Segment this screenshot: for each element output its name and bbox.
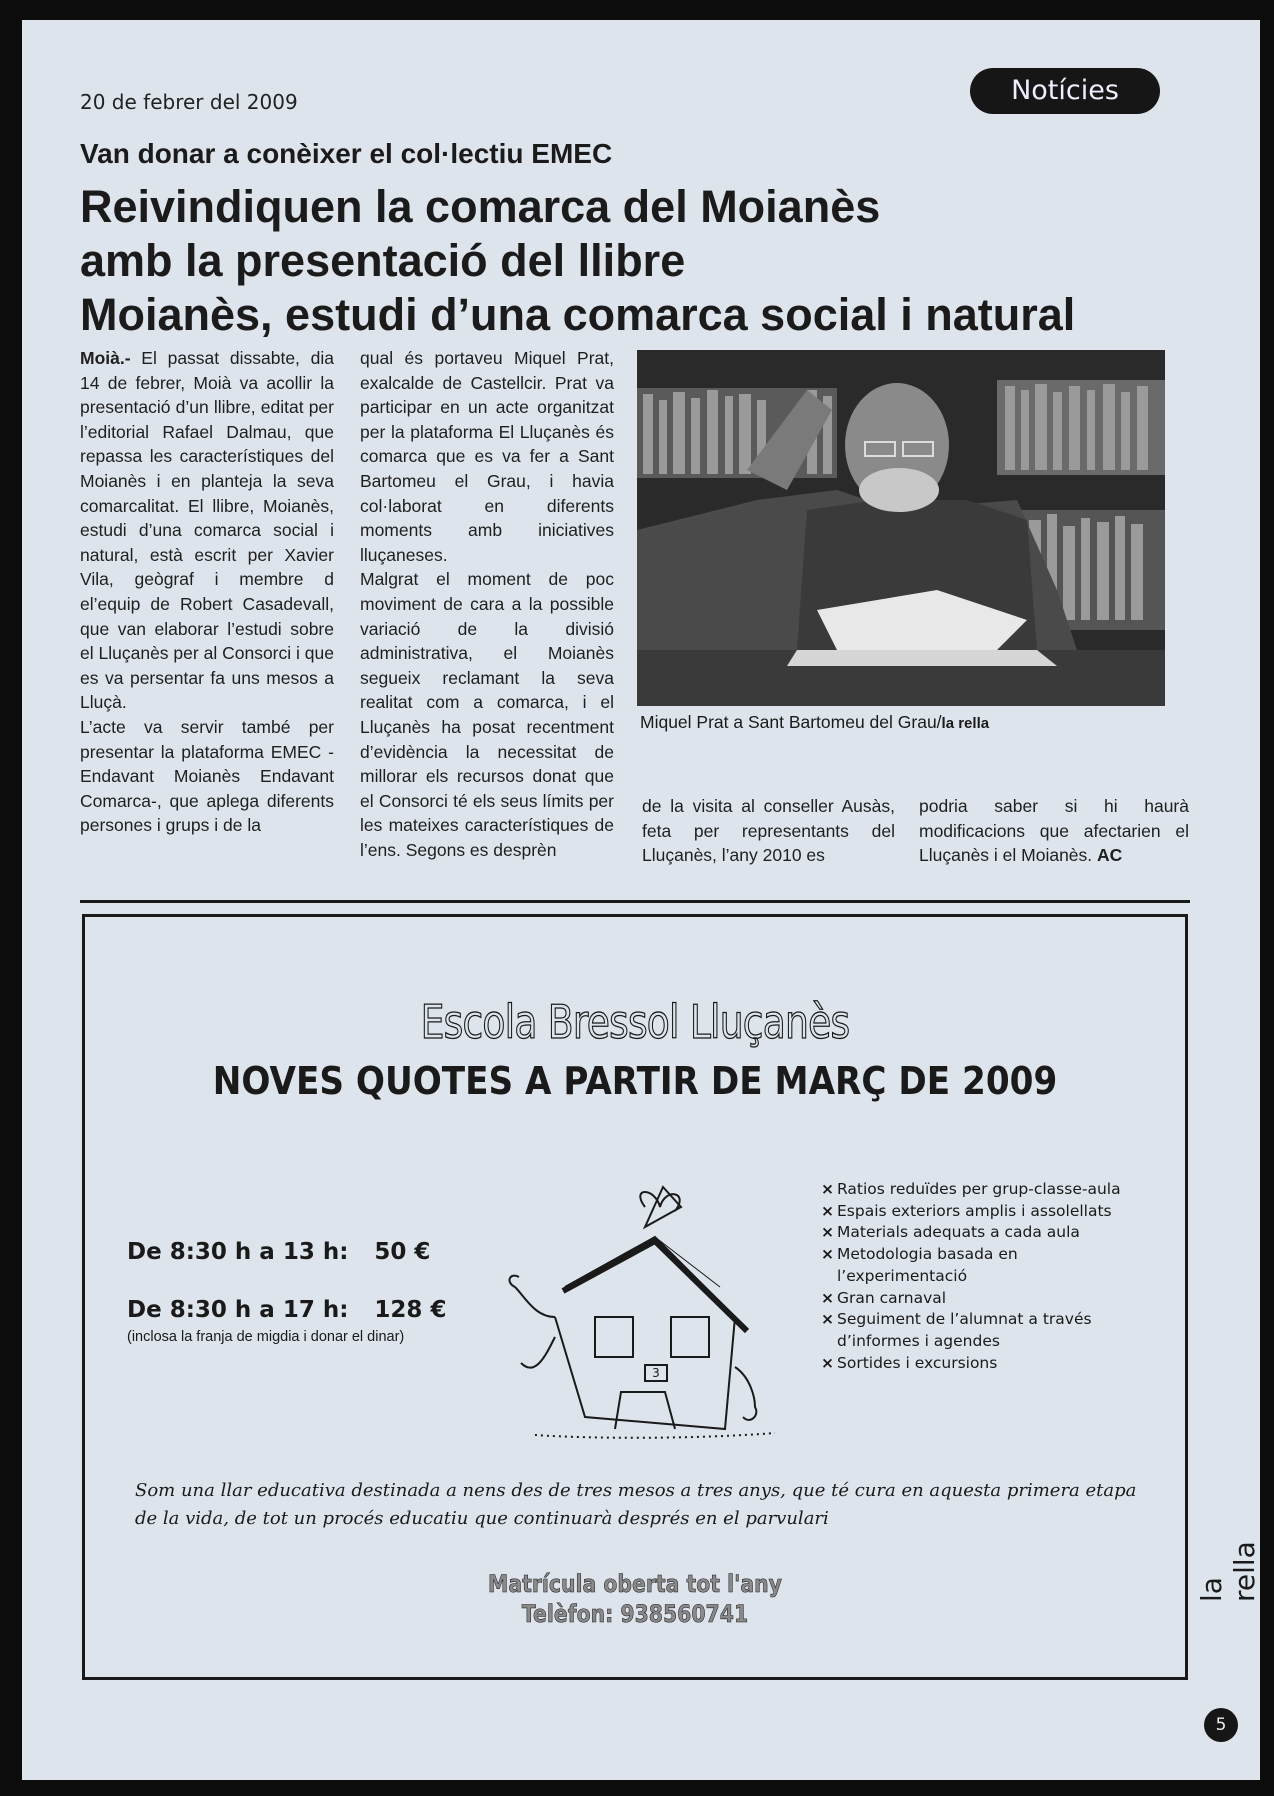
advertisement-box (82, 914, 1188, 1680)
column-1-paragraph-2: L’acte va servir també per presentar la plataforma EMEC -Endavant Moianès Endavant Comarca-, que aplega diferents persones i grups i de la (80, 716, 334, 836)
enrolment-notice: Matrícula oberta tot l'any (488, 1570, 782, 1598)
dateline: Moià.- (80, 348, 131, 368)
article-kicker: Van donar a conèixer el col·lectiu EMEC (80, 138, 613, 169)
publication-name: la rella (1195, 1541, 1261, 1602)
feature-item: × Materials adequats a cada aula (821, 1222, 1151, 1244)
ad-contact (168, 1569, 1103, 1629)
price-full-day-note: (inclosa la franja de migdia i donar el dinar) (127, 1329, 405, 1345)
ad-tagline: Som una llar educativa destinada a nens des de tres mesos a tres anys, que té cura en aquesta primera etapa de la vida, de tot un procés educatiu que continuarà després en el parvulari (135, 1480, 1137, 1529)
ad-school-name: Escola Bressol Lluçanès (420, 995, 850, 1049)
feature-item: × Ratios reduïdes per grup-classe-aula (821, 1179, 1151, 1201)
ad-features-list (821, 1179, 1151, 1374)
feature-item: × Sortides i excursions (821, 1353, 1151, 1375)
price-full-day (127, 1297, 446, 1323)
price-half-day (127, 1239, 430, 1265)
article-headline (80, 180, 1200, 342)
feature-item: × Espais exteriors amplis i assolellats (821, 1201, 1151, 1223)
house-number: 3 (652, 1366, 660, 1380)
article-column-1 (80, 346, 334, 838)
headline-line-3: Moianès, estudi d’una comarca social i natural (80, 289, 1076, 340)
article-column-2 (360, 346, 614, 862)
column-2-paragraph-1: qual és portaveu Miquel Prat, exalcalde de Castellcir. Prat va participar en un acte organitzat per la plataforma El Lluçanès és comarca que es va fer a Sant Bartomeu el Grau, i havia col·laborat en diferents moments amb iniciatives lluçaneses. (360, 348, 614, 565)
author-signature: AC (1097, 845, 1123, 866)
article-column-3: de la visita al conseller Ausàs, feta per representants del Lluçanès, l’any 2010 es (642, 796, 895, 866)
caption-text: Miquel Prat a Sant Bartomeu del Grau/ (640, 712, 942, 732)
price-half-day-label: De 8:30 h a 13 h: (127, 1239, 349, 1265)
issue-date: 20 de febrer del 2009 (80, 90, 298, 114)
column-1-paragraph-1: El passat dissabte, dia 14 de febrer, Moià va acollir la presentació d’un llibre, editat per l’editorial Rafael Dalmau, que repassa les característiques del Moianès i en planteja la seva comarcalitat. El llibre, Moianès, estudi d’una comarca social i natural, està escrit per Xavier Vila, geògraf i membre d el’equip de Robert Casadevall, que van elaborar l’estudi sobre el Lluçanès per al Consorci i que es va persentar fa uns mesos a Lluçà. (80, 348, 334, 713)
price-full-day-label: De 8:30 h a 17 h: (127, 1297, 349, 1323)
feature-item: × Gran carnaval (821, 1288, 1151, 1310)
column-4-text: podria saber si hi haurà modificacions que afectarien el Lluçanès i el Moianès. (919, 796, 1189, 866)
page-number: 5 (1204, 1708, 1238, 1742)
price-half-day-value: 50 € (374, 1239, 431, 1265)
section-divider (80, 900, 1190, 903)
house-drawing-icon (495, 1167, 785, 1457)
newspaper-page (22, 20, 1260, 1780)
price-full-day-value: 128 € (374, 1297, 447, 1323)
phone-number: Telèfon: 938560741 (521, 1600, 749, 1628)
photo-man-reading (637, 350, 1165, 706)
photo-caption (640, 712, 989, 733)
article-column-4 (919, 794, 1189, 868)
headline-line-2: amb la presentació del llibre (80, 235, 686, 286)
feature-item: × Seguiment de l’alumnat a través d’informes i agendes (821, 1309, 1151, 1352)
article-photo (637, 350, 1165, 706)
column-2-paragraph-2: Malgrat el moment de poc moviment de cara a la possible variació de la divisió administrativa, el Moianès segueix reclamant la seva realitat com a comarca, i el Lluçanès ha posat recentment d’evidència la necessitat de millorar els recursos donat que el Consorci té els seus límits per les mateixes característiques de l’ens. Segons es desprèn (360, 569, 614, 860)
feature-item: × Metodologia basada en l’experimentació (821, 1244, 1151, 1287)
section-badge: Notícies (970, 68, 1160, 114)
headline-line-1: Reivindiquen la comarca del Moianès (80, 181, 881, 232)
ad-title: NOVES QUOTES A PARTIR DE MARÇ DE 2009 (212, 1059, 1058, 1103)
photo-credit: la rella (941, 715, 990, 732)
